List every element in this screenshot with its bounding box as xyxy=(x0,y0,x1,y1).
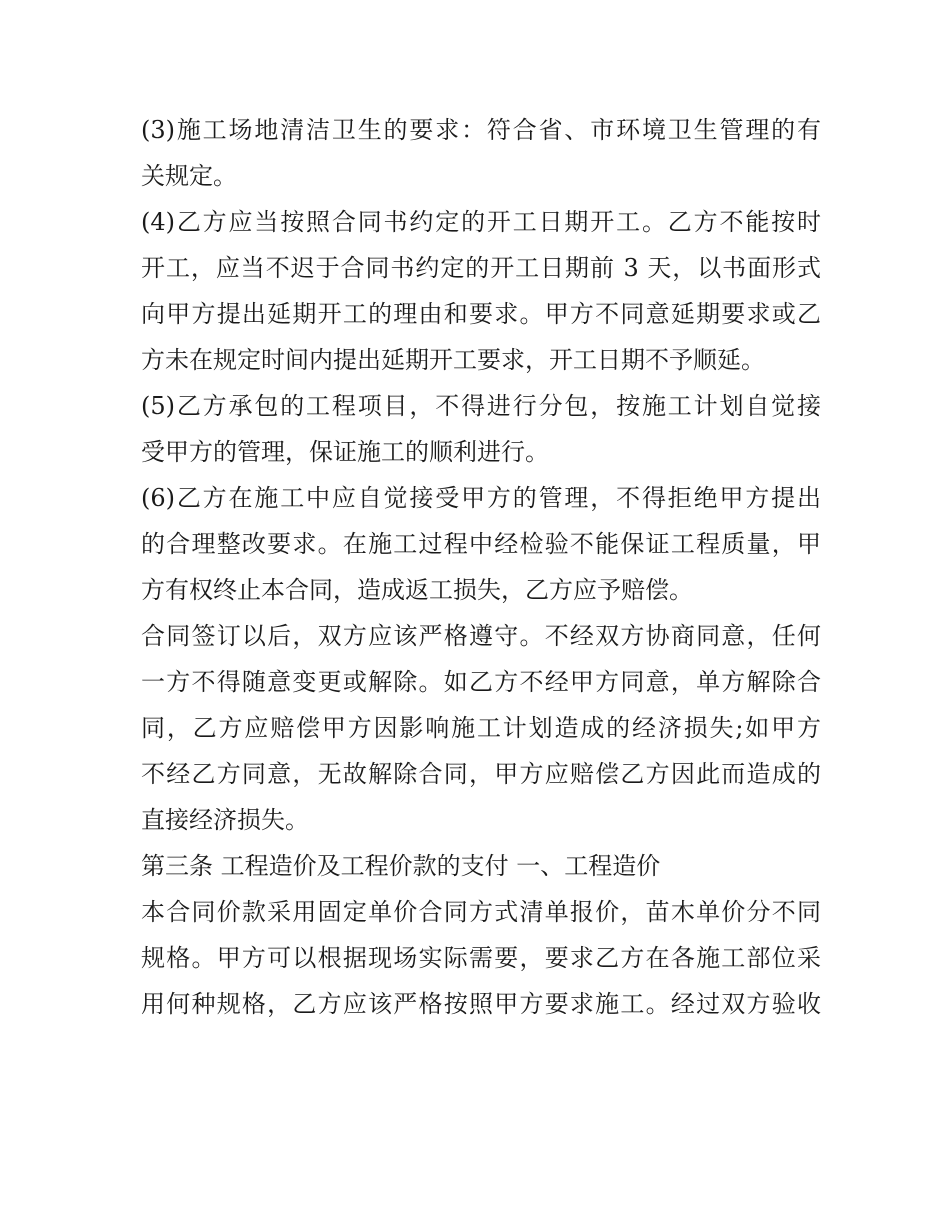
text-line: (3)施工场地清洁卫生的要求：符合省、市环境卫生管理的有 xyxy=(141,116,821,144)
text-line: 向甲方提出延期开工的理由和要求。甲方不同意延期要求或乙 xyxy=(141,300,821,328)
text-line: (6)乙方在施工中应自觉接受甲方的管理，不得拒绝甲方提出 xyxy=(141,484,821,512)
text-line: 方未在规定时间内提出延期开工要求，开工日期不予顺延。 xyxy=(141,346,765,374)
text-line: 本合同价款采用固定单价合同方式清单报价，苗木单价分不同 xyxy=(141,898,821,926)
text-line: 的合理整改要求。在施工过程中经检验不能保证工程质量，甲 xyxy=(141,530,821,558)
text-line: 一方不得随意变更或解除。如乙方不经甲方同意，单方解除合 xyxy=(141,668,821,696)
text-line: 不经乙方同意，无故解除合同，甲方应赔偿乙方因此而造成的 xyxy=(141,760,821,788)
text-line: 用何种规格，乙方应该严格按照甲方要求施工。经过双方验收 xyxy=(141,990,821,1018)
text-line: 方有权终止本合同，造成返工损失，乙方应予赔偿。 xyxy=(141,576,693,604)
section-heading: 第三条 工程造价及工程价款的支付 一、工程造价 xyxy=(141,852,661,880)
text-line: 受甲方的管理，保证施工的顺利进行。 xyxy=(141,438,549,466)
text-line: (5)乙方承包的工程项目，不得进行分包，按施工计划自觉接 xyxy=(141,392,821,420)
text-line: (4)乙方应当按照合同书约定的开工日期开工。乙方不能按时 xyxy=(141,208,821,236)
text-line: 开工，应当不迟于合同书约定的开工日期前 3 天，以书面形式 xyxy=(141,254,821,282)
text-line: 合同签订以后，双方应该严格遵守。不经双方协商同意，任何 xyxy=(141,622,821,650)
document-body xyxy=(141,107,821,1027)
text-line: 同，乙方应赔偿甲方因影响施工计划造成的经济损失;如甲方 xyxy=(141,714,821,742)
text-line: 直接经济损失。 xyxy=(141,806,309,834)
text-line: 规格。甲方可以根据现场实际需要，要求乙方在各施工部位采 xyxy=(141,944,821,972)
text-line: 关规定。 xyxy=(141,162,237,190)
